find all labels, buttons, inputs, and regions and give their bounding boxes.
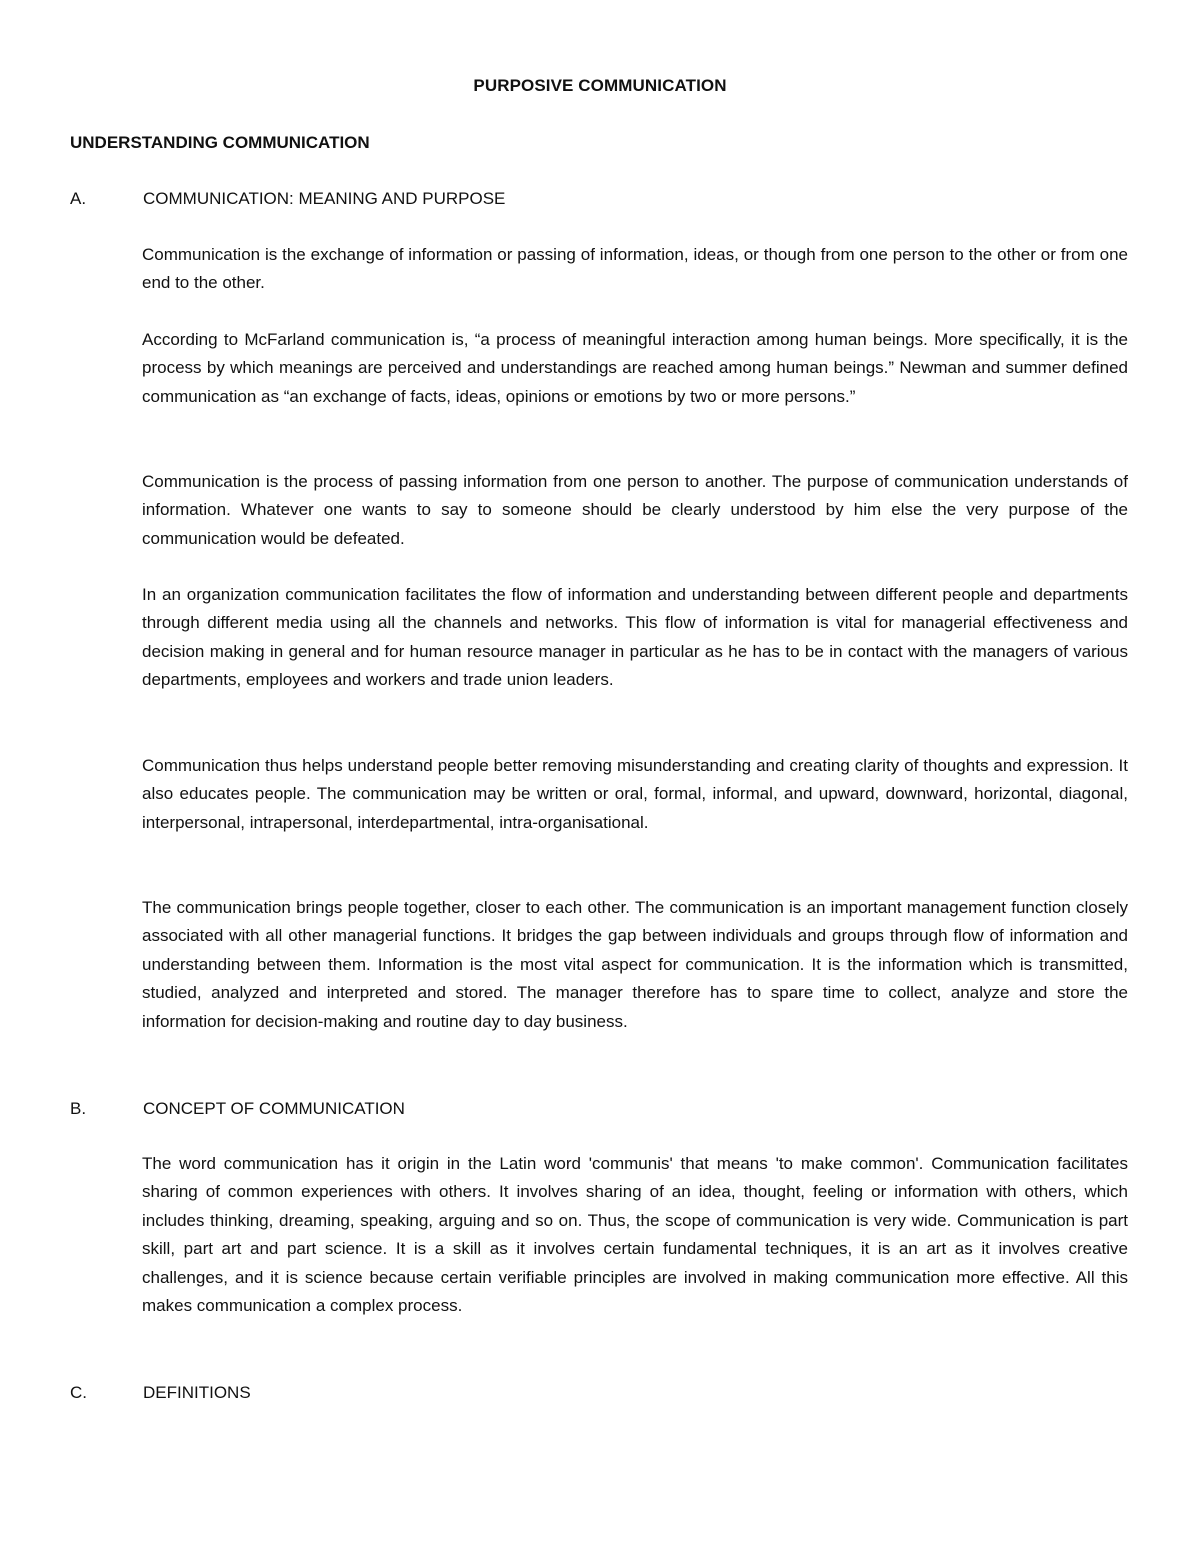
section-letter: B. <box>70 1099 87 1118</box>
document-title: PURPOSIVE COMMUNICATION <box>473 76 727 95</box>
paragraph: The communication brings people together, closer to each other. The communication is an important management function closely associated with all other managerial functions. It bridges the gap between individuals and groups through flow of information and understanding between them. Information is the most vital aspect for communication. It is the information which is transmitted, studied, analyzed and interpreted and stored. The manager therefore has to spare time to collect, analyze and store the information for decision-making and routine day to day business. <box>142 898 1128 1031</box>
paragraph: According to McFarland communication is, “a process of meaningful interaction among human beings. More specifically, it is the process by which meanings are perceived and understandings are reached among human beings.” Newman and summer defined communication as “an exchange of facts, ideas, opinions or emotions by two or more persons.” <box>142 330 1128 406</box>
section-letter: A. <box>70 189 87 208</box>
paragraph: Communication is the exchange of information or passing of information, ideas, or though from one person to the other or from one end to the other. <box>142 245 1128 293</box>
section-title: COMMUNICATION: MEANING AND PURPOSE <box>143 189 506 208</box>
section-heading-c <box>70 1383 251 1403</box>
paragraph: Communication thus helps understand people better removing misunderstanding and creating clarity of thoughts and expression. It also educates people. The communication may be written or oral, formal, informal, and upward, downward, horizontal, diagonal, interpersonal, intrapersonal, interdepartmental, intra-organisational. <box>142 756 1128 832</box>
paragraph: Communication is the process of passing information from one person to another. The purpose of communication understands of information. Whatever one wants to say to someone should be clearly understood by him else the very purpose of the communication would be defeated. <box>142 472 1128 548</box>
section-title: DEFINITIONS <box>143 1383 251 1402</box>
chapter-heading: UNDERSTANDING COMMUNICATION <box>70 133 370 152</box>
section-letter: C. <box>70 1383 87 1402</box>
paragraph: In an organization communication facilitates the flow of information and understanding between different people and departments through different media using all the channels and networks. This flow of information is vital for managerial effectiveness and decision making in general and for human resource manager in particular as he has to be in contact with the managers of various departments, employees and workers and trade union leaders. <box>142 585 1128 690</box>
paragraph: The word communication has it origin in the Latin word 'communis' that means 'to make common'. Communication facilitates sharing of common experiences with others. It involves sharing of an idea, thought, feeling or information with others, which includes thinking, dreaming, speaking, arguing and so on. Thus, the scope of communication is very wide. Communication is part skill, part art and part science. It is a skill as it involves certain fundamental techniques, it is an art as it involves creative challenges, and it is science because certain verifiable principles are involved in making communication more effective. All this makes communication a complex process. <box>142 1154 1128 1316</box>
section-title: CONCEPT OF COMMUNICATION <box>143 1099 405 1118</box>
section-heading-b <box>70 1099 405 1119</box>
section-heading-a <box>70 189 505 209</box>
